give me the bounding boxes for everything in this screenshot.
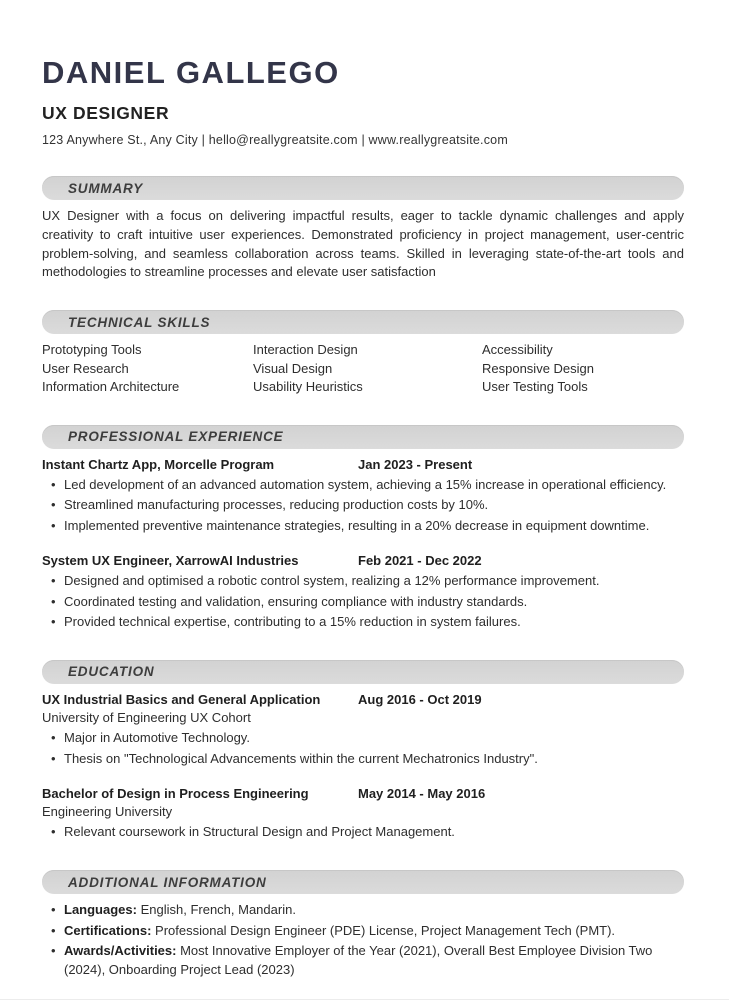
section-heading-label: TECHNICAL SKILLS [68, 314, 211, 330]
section-header-professional-experience [42, 425, 684, 449]
resume-content [42, 56, 684, 980]
education-entry [42, 785, 684, 842]
skill-item: Interaction Design [253, 342, 358, 358]
education-bullet-list [42, 823, 684, 842]
person-job-title: UX DESIGNER [42, 103, 170, 123]
section-header-additional-information [42, 870, 684, 894]
section-header-summary [42, 176, 684, 200]
education-institution: Engineering University [42, 803, 173, 819]
additional-info-label: Certifications: [64, 922, 152, 938]
person-name: DANIEL GALLEGO [42, 55, 340, 90]
additional-info-label: Awards/Activities: [64, 943, 177, 959]
experience-bullet: • Designed and optimised a robotic control system, realizing a 12% performance improvement. [42, 572, 684, 591]
experience-dates: Jan 2023 - Present [358, 456, 473, 472]
experience-bullet: • Provided technical expertise, contributing to a 15% reduction in system failures. [42, 613, 684, 632]
skill-item: User Research [42, 360, 129, 376]
skill-item: Prototyping Tools [42, 342, 142, 358]
experience-bullet: • Led development of an advanced automation system, achieving a 15% increase in operational efficiency. [42, 476, 684, 495]
skill-item: Usability Heuristics [253, 379, 363, 395]
skill-item: Accessibility [482, 342, 553, 358]
education-bullet: • Thesis on "Technological Advancements within the current Mechatronics Industry". [42, 750, 684, 769]
section-heading-label: ADDITIONAL INFORMATION [68, 874, 267, 890]
section-heading-label: PROFESSIONAL EXPERIENCE [68, 429, 284, 445]
experience-entry-header [42, 552, 684, 570]
section-header-technical-skills [42, 310, 684, 334]
education-entry-header [42, 785, 684, 803]
experience-bullet-list [42, 476, 684, 536]
experience-bullet: • Streamlined manufacturing processes, reducing production costs by 10%. [42, 496, 684, 515]
education-entry-header [42, 691, 684, 709]
skill-item: Information Architecture [42, 379, 180, 395]
additional-info-text: English, French, Mandarin. [136, 902, 296, 918]
education-dates: Aug 2016 - Oct 2019 [358, 691, 482, 707]
skills-grid [42, 341, 684, 397]
experience-bullet: • Coordinated testing and validation, ensuring compliance with industry standards. [42, 593, 684, 612]
additional-info-text: Professional Design Engineer (PDE) License, Project Management Tech (PMT). [151, 922, 616, 938]
education-degree: Bachelor of Design in Process Engineering [42, 785, 309, 801]
education-bullet: • Relevant coursework in Structural Design and Project Management. [42, 823, 684, 842]
education-bullet: • Major in Automotive Technology. [42, 729, 684, 748]
skill-item: User Testing Tools [482, 379, 588, 395]
experience-entry-header [42, 456, 684, 474]
education-institution: University of Engineering UX Cohort [42, 709, 251, 725]
experience-entry [42, 552, 684, 632]
experience-entry [42, 456, 684, 536]
additional-information-list-wrap [42, 901, 684, 980]
additional-info-text: Most Innovative Employer of the Year (2021), Overall Best Employee Division Two (2024), Onboarding Project Lead (2023) [64, 943, 653, 978]
education-entry [42, 691, 684, 769]
experience-title: System UX Engineer, XarrowAI Industries [42, 552, 299, 568]
experience-bullet-list [42, 572, 684, 632]
skill-item: Visual Design [253, 360, 333, 376]
experience-dates: Feb 2021 - Dec 2022 [358, 552, 482, 568]
additional-info-item [42, 922, 684, 941]
education-dates: May 2014 - May 2016 [358, 785, 486, 801]
section-heading-label: EDUCATION [68, 664, 155, 680]
additional-info-label: Languages: [64, 902, 137, 918]
education-bullet-list [42, 729, 684, 768]
summary-paragraph: UX Designer with a focus on delivering impactful results, eager to tackle dynamic challenges and apply creativity to craft intuitive user experiences. Demonstrated proficiency in project management, user-centric problem-solving, and seamless collaboration across teams. Skilled in leveraging state-of-the-art tools and methodologies to streamline processes and elevate user satisfaction [42, 208, 684, 280]
experience-title: Instant Chartz App, Morcelle Program [42, 456, 275, 472]
section-header-education [42, 660, 684, 684]
skill-item: Responsive Design [482, 360, 595, 376]
contact-line: 123 Anywhere St., Any City | hello@reallygreatsite.com | www.reallygreatsite.com [42, 133, 508, 147]
additional-info-item [42, 942, 684, 979]
section-heading-label: SUMMARY [68, 180, 144, 196]
additional-info-item [42, 901, 684, 920]
experience-bullet: • Implemented preventive maintenance strategies, resulting in a 20% decrease in equipment downtime. [42, 517, 684, 536]
education-degree: UX Industrial Basics and General Application [42, 691, 321, 707]
additional-information-list [42, 901, 684, 980]
